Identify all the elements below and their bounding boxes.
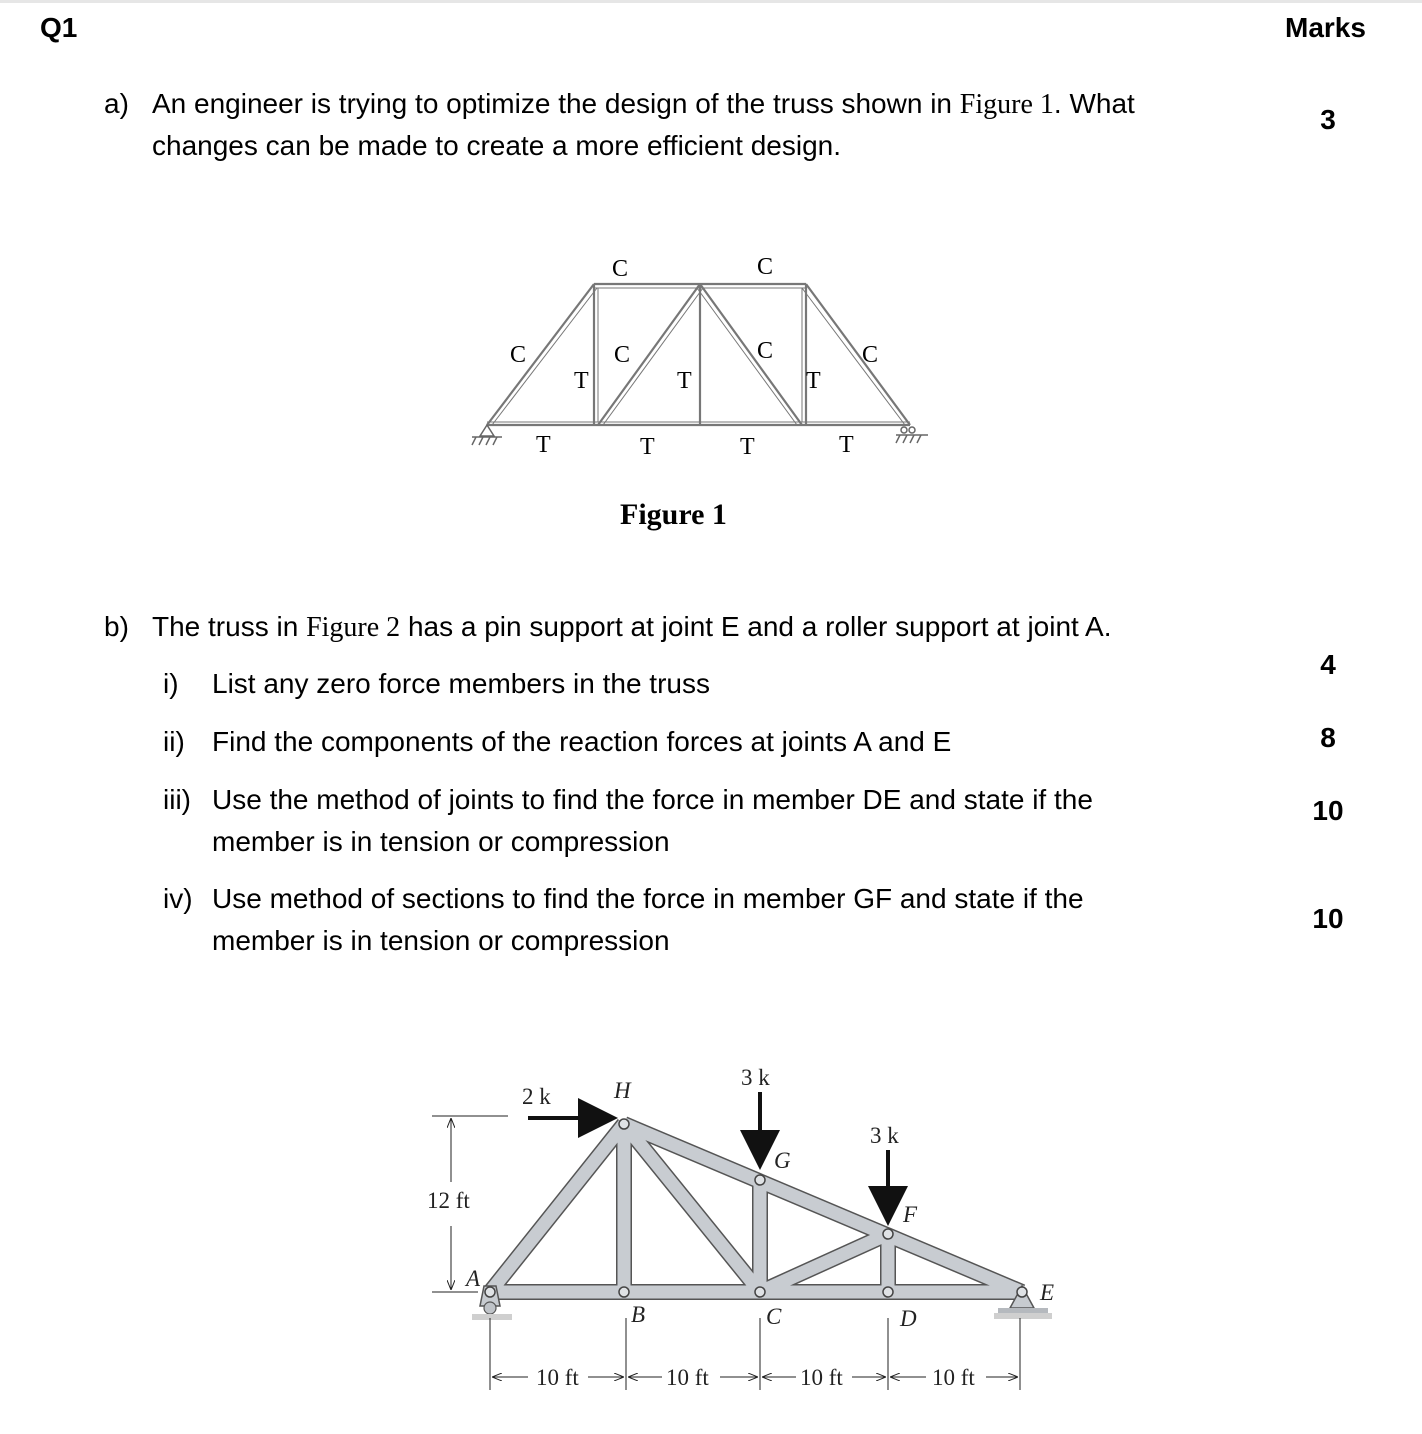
pin-C: [755, 1287, 765, 1297]
label-inner-left-diagonal: C: [614, 342, 631, 368]
part-b-text: [152, 606, 1112, 649]
label-bottom-3: T: [740, 434, 755, 460]
item-iii-number: iii): [163, 784, 191, 815]
part-a-text-end: . What: [1053, 88, 1135, 119]
label-top-right-chord: C: [757, 254, 774, 280]
figure-1-reference: Figure 1: [959, 89, 1054, 120]
label-left-end-diagonal: C: [510, 342, 527, 368]
figure-1-truss: [460, 245, 940, 475]
load-label-3k-F: 3 k: [870, 1123, 899, 1148]
label-top-left-chord: C: [612, 256, 629, 282]
item-ii-number: ii): [163, 726, 185, 757]
label-bottom-4: T: [839, 432, 854, 458]
right-end-diagonal-inner: [802, 288, 905, 425]
item-iv-number: iv): [163, 883, 193, 914]
part-a-text: An engineer is trying to optimize the design of the truss shown in: [152, 88, 960, 119]
dim-label-span-4: 10 ft: [932, 1365, 975, 1390]
pin-F: [883, 1229, 893, 1239]
left-pin-support: [472, 425, 502, 445]
label-left-vertical: T: [574, 368, 589, 394]
label-right-vertical: T: [806, 368, 821, 394]
member-AH: [490, 1124, 624, 1292]
dim-label-span-2: 10 ft: [666, 1365, 709, 1390]
joint-label-A: A: [466, 1266, 481, 1291]
label-bottom-2: T: [640, 434, 655, 460]
inner-right-diagonal-inner: [697, 288, 797, 425]
label-bottom-1: T: [536, 432, 551, 458]
item-iii-marks: 10: [1312, 795, 1344, 826]
item-ii-marks: 8: [1320, 722, 1336, 753]
joint-label-E: E: [1040, 1280, 1055, 1305]
part-b-text-start: The truss in: [152, 611, 307, 642]
joint-label-H: H: [614, 1078, 631, 1103]
item-iv-marks: 10: [1312, 903, 1344, 934]
left-end-diagonal-inner: [492, 288, 597, 425]
part-a-line-2: changes can be made to create a more efficient design.: [152, 130, 842, 161]
label-inner-right-diagonal: C: [757, 338, 774, 364]
figure-2-reference: Figure 2: [306, 612, 401, 643]
label-middle-vertical: T: [677, 368, 692, 394]
dim-label-span-3: 10 ft: [800, 1365, 843, 1390]
inner-right-diagonal: [700, 284, 802, 425]
question-number: Q1: [40, 12, 78, 43]
item-iv-text-line-1: Use method of sections to find the force in member GF and state if the: [212, 883, 1084, 914]
part-b-label: b): [104, 611, 129, 642]
item-ii-text: Find the components of the reaction forces at joints A and E: [212, 726, 952, 757]
item-i-text: List any zero force members in the truss: [212, 668, 710, 699]
truss-members: [487, 284, 910, 425]
figure-2-truss: [400, 1050, 1100, 1420]
load-label-2k: 2 k: [522, 1084, 551, 1109]
dim-label-height: 12 ft: [427, 1188, 470, 1213]
page-top-border: [0, 0, 1422, 3]
pin-B: [619, 1287, 629, 1297]
joint-label-C: C: [766, 1304, 782, 1329]
joint-label-F: F: [903, 1202, 918, 1227]
figure-1-caption: Figure 1: [620, 498, 727, 531]
pin-G: [755, 1175, 765, 1185]
pin-D: [883, 1287, 893, 1297]
label-right-end-diagonal: C: [862, 342, 879, 368]
dim-label-span-1: 10 ft: [536, 1365, 579, 1390]
right-roller-support: [896, 427, 928, 443]
part-b-text-end: has a pin support at joint E and a roller support at joint A.: [400, 611, 1112, 642]
part-a-line-1: [152, 83, 1135, 126]
part-a-marks: 3: [1320, 104, 1336, 135]
marks-heading: Marks: [1285, 12, 1366, 43]
item-i-marks: 4: [1320, 649, 1336, 680]
member-CF: [760, 1234, 888, 1292]
right-end-diagonal: [806, 284, 910, 425]
left-end-diagonal: [487, 284, 594, 425]
pin-H: [619, 1119, 629, 1129]
item-iv-text-line-2: member is in tension or compression: [212, 925, 670, 956]
joint-label-B: B: [631, 1302, 646, 1327]
part-a-label: a): [104, 88, 129, 119]
joint-label-D: D: [900, 1306, 917, 1331]
joint-label-G: G: [774, 1148, 791, 1173]
item-i-number: i): [163, 668, 179, 699]
item-iii-text-line-1: Use the method of joints to find the force in member DE and state if the: [212, 784, 1093, 815]
load-label-3k-G: 3 k: [741, 1065, 770, 1090]
item-iii-text-line-2: member is in tension or compression: [212, 826, 670, 857]
